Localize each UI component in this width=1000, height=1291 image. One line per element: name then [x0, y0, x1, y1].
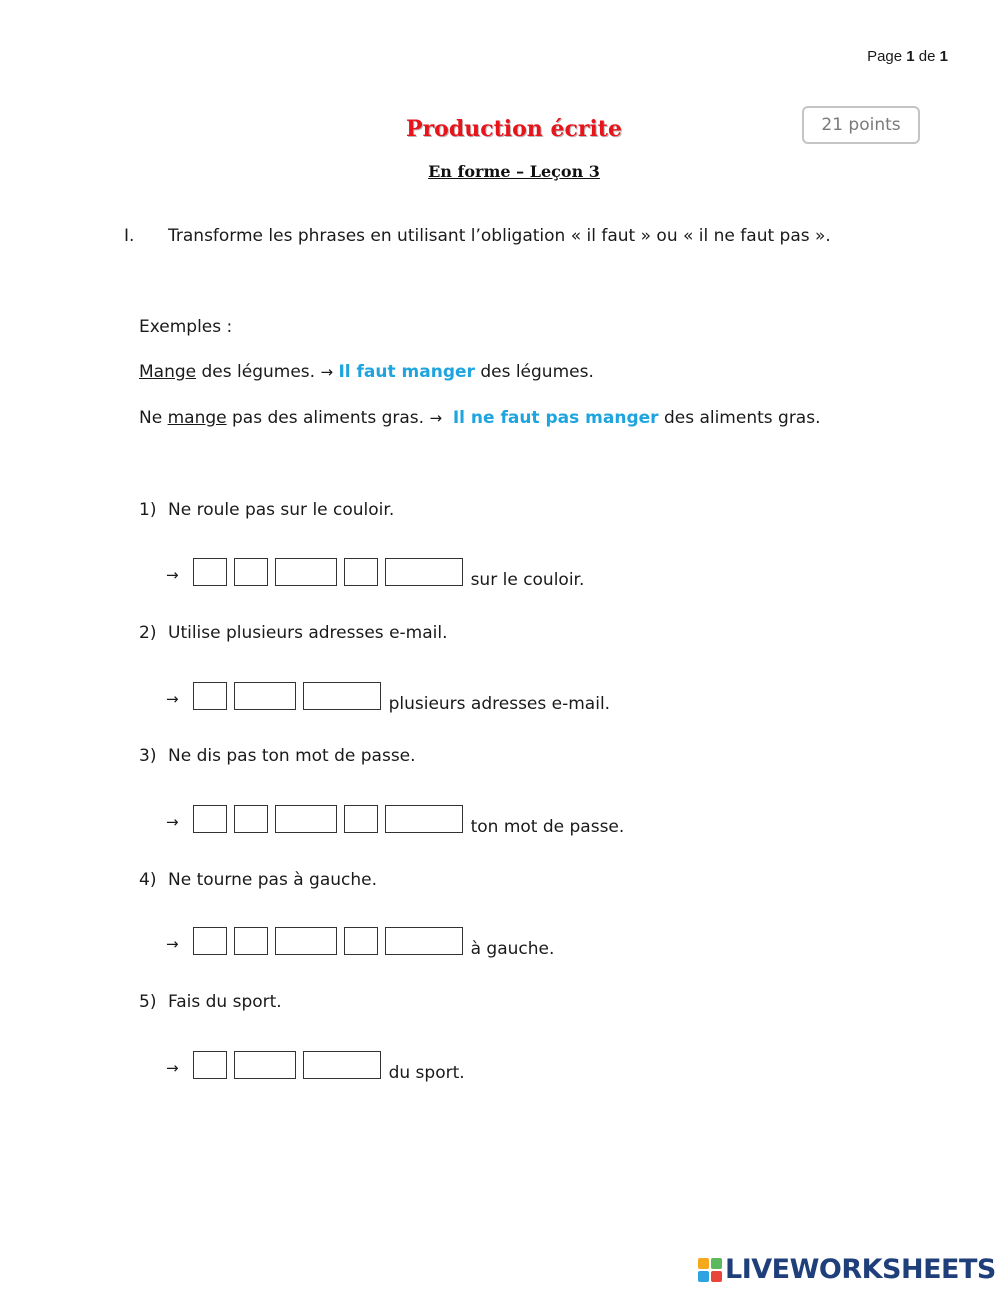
worksheet-subtitle: En forme – Leçon 3 — [428, 162, 600, 181]
arrow-icon: → — [429, 409, 443, 427]
item-2-tail: plusieurs adresses e-mail. — [388, 694, 611, 714]
answer-box[interactable] — [193, 805, 227, 833]
arrow-icon: → — [166, 690, 179, 708]
item-1-sentence: Ne roule pas sur le couloir. — [168, 500, 395, 520]
liveworksheets-logo-icon — [698, 1258, 722, 1282]
arrow-icon: → — [166, 1059, 179, 1077]
item-3-tail: ton mot de passe. — [470, 817, 625, 837]
answer-box[interactable] — [344, 927, 378, 955]
item-2-sentence: Utilise plusieurs adresses e-mail. — [168, 623, 448, 643]
answer-box[interactable] — [234, 927, 268, 955]
answer-box[interactable] — [385, 558, 463, 586]
answer-box[interactable] — [303, 1051, 381, 1079]
section-instruction: Transforme les phrases en utilisant l’obligation « il faut » ou « il ne faut pas ». — [168, 226, 831, 246]
item-2-number: 2) — [139, 623, 157, 643]
answer-box[interactable] — [275, 558, 337, 586]
answer-box[interactable] — [234, 682, 296, 710]
item-3-answer-row — [166, 799, 625, 837]
answer-box[interactable] — [234, 1051, 296, 1079]
answer-box[interactable] — [275, 927, 337, 955]
example-2-verb: mange — [167, 408, 227, 428]
worksheet-title: Production écrite — [406, 116, 622, 142]
section-number: I. — [124, 226, 135, 246]
answer-box[interactable] — [385, 927, 463, 955]
item-1-tail: sur le couloir. — [470, 570, 585, 590]
answer-box[interactable] — [193, 682, 227, 710]
item-4-tail: à gauche. — [470, 939, 555, 959]
item-4-answer-row — [166, 921, 555, 959]
answer-box[interactable] — [193, 558, 227, 586]
example-2-answer: Il ne faut pas manger — [452, 408, 659, 428]
item-5-sentence: Fais du sport. — [168, 992, 282, 1012]
item-3-sentence: Ne dis pas ton mot de passe. — [168, 746, 416, 766]
answer-box[interactable] — [193, 1051, 227, 1079]
item-5-answer-row — [166, 1045, 465, 1083]
item-1-number: 1) — [139, 500, 157, 520]
arrow-icon: → — [166, 566, 179, 584]
points-badge: 21 points — [802, 106, 920, 144]
answer-box[interactable] — [234, 805, 268, 833]
arrow-icon: → — [166, 813, 179, 831]
examples-label: Exemples : — [139, 317, 233, 337]
arrow-icon: → — [166, 935, 179, 953]
arrow-icon: → — [320, 363, 334, 381]
answer-box[interactable] — [303, 682, 381, 710]
answer-box[interactable] — [344, 558, 378, 586]
example-2: Ne mange pas des aliments gras. → Il ne faut pas manger des aliments gras. — [139, 408, 821, 428]
logo-text: LIVEWORKSHEETS — [725, 1254, 996, 1285]
item-4-number: 4) — [139, 870, 157, 890]
liveworksheets-logo[interactable] — [698, 1254, 996, 1285]
item-1-answer-row — [166, 552, 585, 590]
example-1-verb: Mange — [139, 362, 197, 382]
example-1-answer: Il faut manger — [338, 362, 475, 382]
answer-box[interactable] — [234, 558, 268, 586]
item-3-number: 3) — [139, 746, 157, 766]
item-5-tail: du sport. — [388, 1063, 465, 1083]
item-5-number: 5) — [139, 992, 157, 1012]
answer-box[interactable] — [385, 805, 463, 833]
item-2-answer-row — [166, 676, 611, 714]
item-4-sentence: Ne tourne pas à gauche. — [168, 870, 378, 890]
page-number: Page 1 de 1 — [867, 48, 948, 65]
example-1: Mange des légumes. → Il faut manger des légumes. — [139, 362, 594, 382]
answer-box[interactable] — [193, 927, 227, 955]
answer-box[interactable] — [275, 805, 337, 833]
answer-box[interactable] — [344, 805, 378, 833]
